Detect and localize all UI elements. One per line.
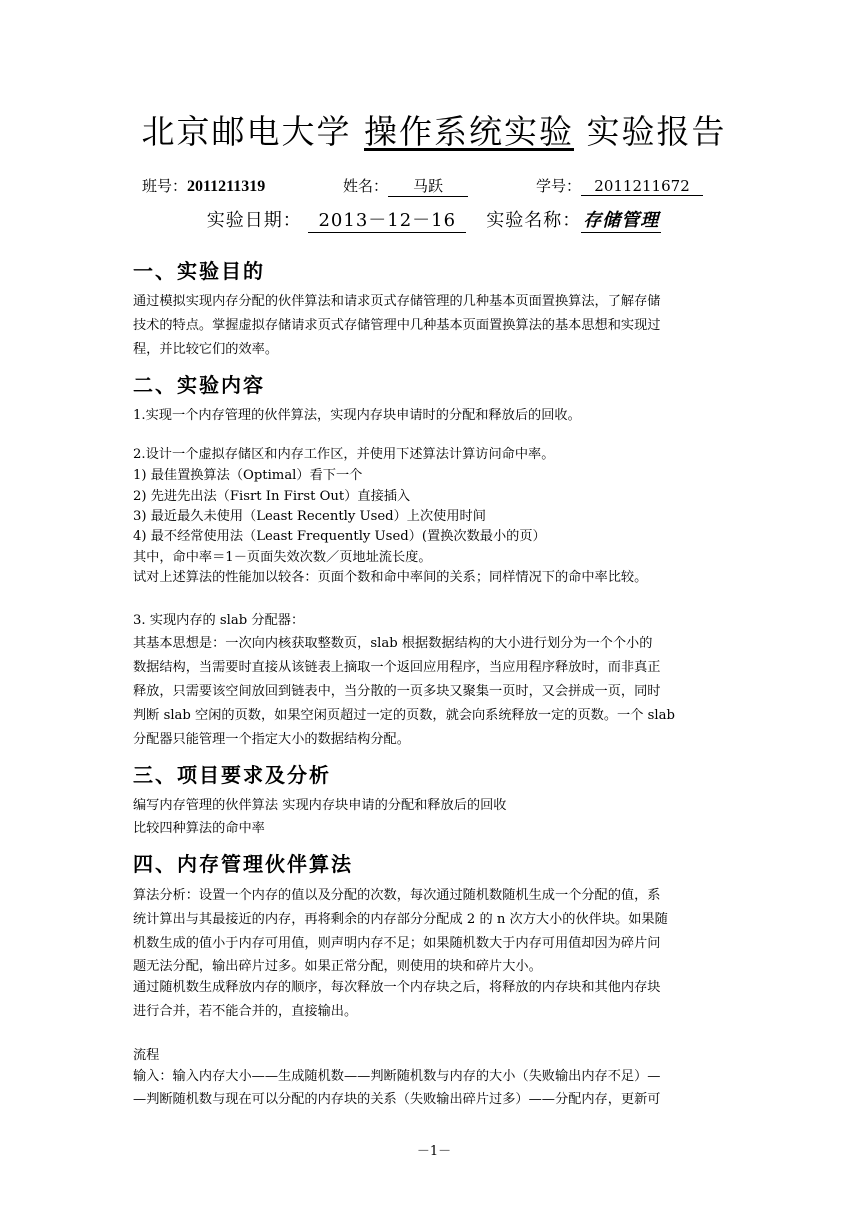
text-line: 技术的特点。掌握虚拟存储请求页式存储管理中几种基本页面置换算法的基本思想和实现过: [133, 318, 661, 333]
text-line: 通过随机数生成释放内存的顺序，每次释放一个内存块之后，将释放的内存块和其他内存块: [133, 980, 661, 995]
id-value: 2011211672: [581, 177, 703, 196]
text-line: 比较四种算法的命中率: [133, 821, 265, 836]
text-line: 分配器只能管理一个指定大小的数据结构分配。: [133, 732, 410, 747]
student-id: [536, 175, 703, 196]
text-line: 通过模拟实现内存分配的伙伴算法和请求页式存储管理的几种基本页面置换算法，了解存储: [133, 294, 661, 309]
text-line: 1.实现一个内存管理的伙伴算法，实现内存块申请时的分配和释放后的回收。: [133, 408, 581, 423]
text-line: 进行合并，若不能合并的，直接输出。: [133, 1004, 358, 1019]
name-label: 姓名：: [343, 177, 389, 195]
text-line: 算法分析：设置一个内存的值以及分配的次数，每次通过随机数随机生成一个分配的值，系: [133, 888, 661, 903]
class-value: 2011211319: [187, 178, 266, 195]
name-value: 马跃: [388, 175, 468, 197]
text-line: 3) 最近最久未使用（Least Recently Used）上次使用时间: [133, 509, 486, 524]
class-label: 班号：: [142, 177, 188, 195]
text-line: 试对上述算法的性能加以较各：页面个数和命中率间的关系；同样情况下的命中率比较。: [133, 570, 648, 585]
text-line: 程，并比较它们的效率。: [133, 342, 279, 357]
text-line: 3. 实现内存的 slab 分配器：: [133, 613, 305, 628]
text-line: 输入：输入内存大小——生成随机数——判断随机数与内存的大小（失败输出内存不足）—: [133, 1069, 661, 1084]
text-line: 1) 最佳置换算法（Optimal）看下一个: [133, 468, 363, 483]
text-line: 其中，命中率＝1－页面失效次数／页地址流长度。: [133, 550, 432, 565]
text-line: 机数生成的值小于内存可用值，则声明内存不足；如果随机数大于内存可用值却因为碎片问: [133, 936, 661, 951]
text-line: —判断随机数与现在可以分配的内存块的关系（失败输出碎片过多）——分配内存，更新可: [133, 1092, 661, 1107]
id-label: 学号：: [536, 177, 582, 195]
section-heading: 一、实验目的: [133, 259, 265, 283]
section-heading: 四、内存管理伙伴算法: [133, 852, 353, 876]
text-line: 数据结构，当需要时直接从该链表上摘取一个返回应用程序，当应用程序释放时，而非真正: [133, 660, 661, 675]
topic-label: 实验名称：: [486, 210, 582, 231]
experiment-info: [0, 206, 868, 233]
report-title: [0, 106, 868, 153]
date-value: 2013－12－16: [308, 206, 466, 233]
text-line: 统计算出与其最接近的内存，再将剩余的内存部分分配成 2 的 n 次方大小的伙伴块。如果随: [133, 912, 668, 927]
section-heading: 三、项目要求及分析: [133, 763, 331, 787]
topic-value: 存储管理: [581, 206, 661, 233]
text-line: 其基本思想是：一次向内核获取整数页，slab 根据数据结构的大小进行划分为一个个小的: [133, 636, 653, 651]
date-label: 实验日期：: [206, 210, 302, 231]
title-report: 实验报告: [586, 112, 727, 151]
section-heading: 二、实验内容: [133, 373, 265, 397]
text-line: 判断 slab 空闲的页数，如果空闲页超过一定的页数，就会向系统释放一定的页数。一个 slab: [133, 708, 675, 723]
text-line: 2) 先进先出法（Fisrt In First Out）直接插入: [133, 489, 411, 504]
text-line: 释放，只需要该空间放回到链表中，当分散的一页多块又聚集一页时，又会拼成一页，同时: [133, 684, 661, 699]
class-number: [142, 175, 265, 196]
text-line: 编写内存管理的伙伴算法 实现内存块申请的分配和释放后的回收: [133, 798, 507, 813]
title-university: 北京邮电大学: [141, 112, 352, 151]
text-line: 2.设计一个虚拟存储区和内存工作区，并使用下述算法计算访问命中率。: [133, 447, 555, 462]
page-number: －1－: [416, 1144, 452, 1159]
title-course: 操作系统实验: [364, 112, 574, 151]
text-line: 4) 最不经常使用法（Least Frequently Used）(置换次数最小的页）: [133, 529, 546, 544]
text-line: 题无法分配，输出碎片过多。如果正常分配，则使用的块和碎片大小。: [133, 959, 542, 974]
text-line: 流程: [133, 1048, 160, 1063]
student-name: [343, 175, 468, 197]
